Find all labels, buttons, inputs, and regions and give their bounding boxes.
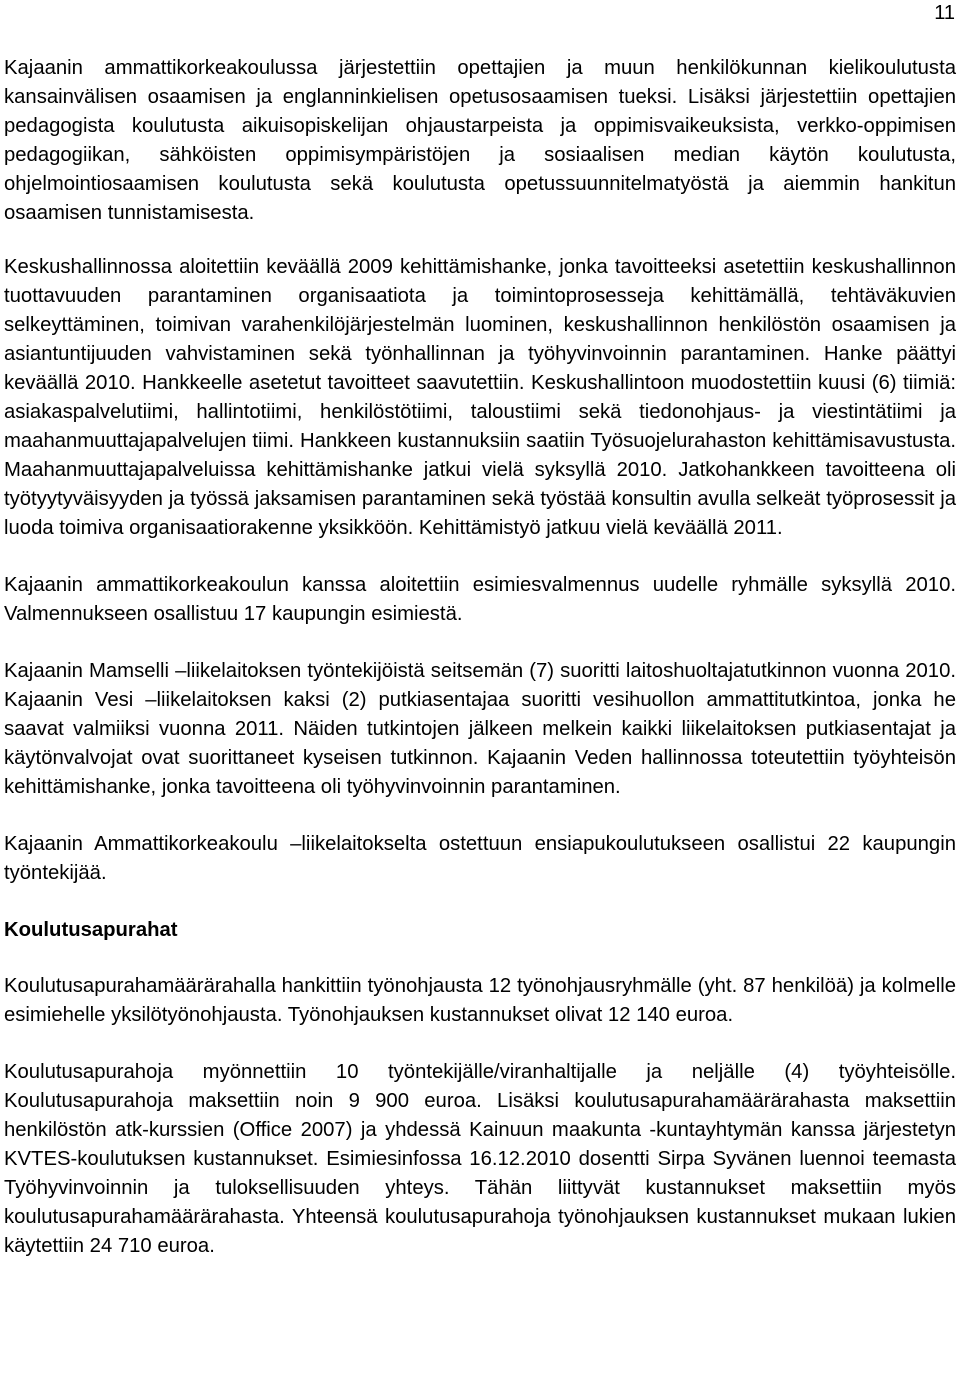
paragraph-first-aid-training: Kajaanin Ammattikorkeakoulu –liikelaitokselta ostettuun ensiapukoulutukseen osallistui 22 kaupungin työntekijää.	[4, 833, 956, 884]
document-body	[4, 54, 956, 1289]
paragraph-training-grants-total: Koulutusapurahoja myönnettiin 10 työntekijälle/viranhaltijalle ja neljälle (4) työyhteisölle. Koulutusapurahoja maksettiin noin 9 900 euroa. Lisäksi koulutusapurahamäärärahasta maksettiin henkilöstön atk-kurssien (Office 2007) ja yhdessä Kainuun maakunta -kuntayhtymän kanssa järjestetyn KVTES-koulutuksen kustannukset. Esimiesinfossa 16.12.2010 dosentti Sirpa Syvänen luennoi teemasta Työhyvinvoinnin ja tuloksellisuuden yhteys. Tähän liittyvät kustannukset maksettiin myös koulutusapurahamäärärahasta. Yhteensä koulutusapurahoja työnohjauksen kustannukset mukaan lukien käytettiin 24 710 euroa.	[4, 1061, 956, 1257]
paragraph-business-unit-qualifications: Kajaanin Mamselli –liikelaitoksen työntekijöistä seitsemän (7) suoritti laitoshuoltajatutkinnon vuonna 2010. Kajaanin Vesi –liikelaitoksen kaksi (2) putkiasentajaa suoritti vesihuollon ammattitutkintoa, jonka he saavat valmiiksi vuonna 2011. Näiden tutkintojen jälkeen melkein kaikki liikelaitoksen putkiasentajat ja käytönvalvojat ovat suorittaneet kyseisen tutkinnon. Kajaanin Veden hallinnossa toteutettiin työyhteisön kehittämishanke, jonka tavoitteena oli työhyvinvoinnin parantaminen.	[4, 660, 956, 798]
paragraph-work-supervision: Koulutusapurahamäärärahalla hankittiin työnohjausta 12 työnohjausryhmälle (yht. 87 henkilöä) ja kolmelle esimiehelle yksilötyönohjausta. Työnohjauksen kustannukset olivat 12 140 euroa.	[4, 975, 956, 1026]
section-heading-training-grants: Koulutusapurahat	[4, 919, 178, 941]
page-number: 11	[934, 2, 955, 24]
paragraph-staff-language-training: Kajaanin ammattikorkeakoulussa järjestettiin opettajien ja muun henkilökunnan kielikoulutusta kansainvälisen osaamisen ja englanninkielisen opetusosaamisen tueksi. Lisäksi järjestettiin opettajien pedagogista koulutusta aikuisopiskelijan ohjaustarpeista ja oppimisvaikeuksista, verkko-oppimisen pedagogiikan, sähköisten oppimisympäristöjen ja sosiaalisen median käytön koulutusta, ohjelmointiosaamisen koulutusta sekä koulutusta opetussuunnitelmatyöstä ja aiemmin hankitun osaamisen tunnistamisesta.	[4, 57, 956, 224]
paragraph-central-administration-project: Keskushallinnossa aloitettiin keväällä 2009 kehittämishanke, jonka tavoitteeksi asetettiin keskushallinnon tuottavuuden parantaminen organisaatiota ja toimintoprosesseja kehittämällä, tehtäväkuvien selkeyttäminen, toimivan varahenkilöjärjestelmän luominen, keskushallinnon henkilöstön osaamisen ja asiantuntijuuden vahvistaminen sekä työnhallinnan ja työhyvinvoinnin parantaminen. Hanke päättyi keväällä 2010. Hankkeelle asetetut tavoitteet saavutettiin. Keskushallintoon muodostettiin kuusi (6) tiimiä: asiakaspalvelutiimi, hallintotiimi, henkilöstötiimi, taloustiimi sekä tiedonohjaus- ja viestintätiimi ja maahanmuuttajapalvelujen tiimi. Hankkeen kustannuksiin saatiin Työsuojelurahaston kehittämisavustusta. Maahanmuuttajapalveluissa kehittämishanke jatkui vielä syksyllä 2010. Jatkohankkeen tavoitteena oli työtyytyväisyyden ja työssä jaksamisen parantaminen sekä työstää konsultin avulla selkeät työprosessit ja luoda toimiva organisaatiorakenne yksikköön. Kehittämistyö jatkuu vielä keväällä 2011.	[4, 256, 956, 539]
paragraph-supervisor-coaching: Kajaanin ammattikorkeakoulun kanssa aloitettiin esimiesvalmennus uudelle ryhmälle syksyllä 2010. Valmennukseen osallistuu 17 kaupungin esimiestä.	[4, 574, 956, 625]
